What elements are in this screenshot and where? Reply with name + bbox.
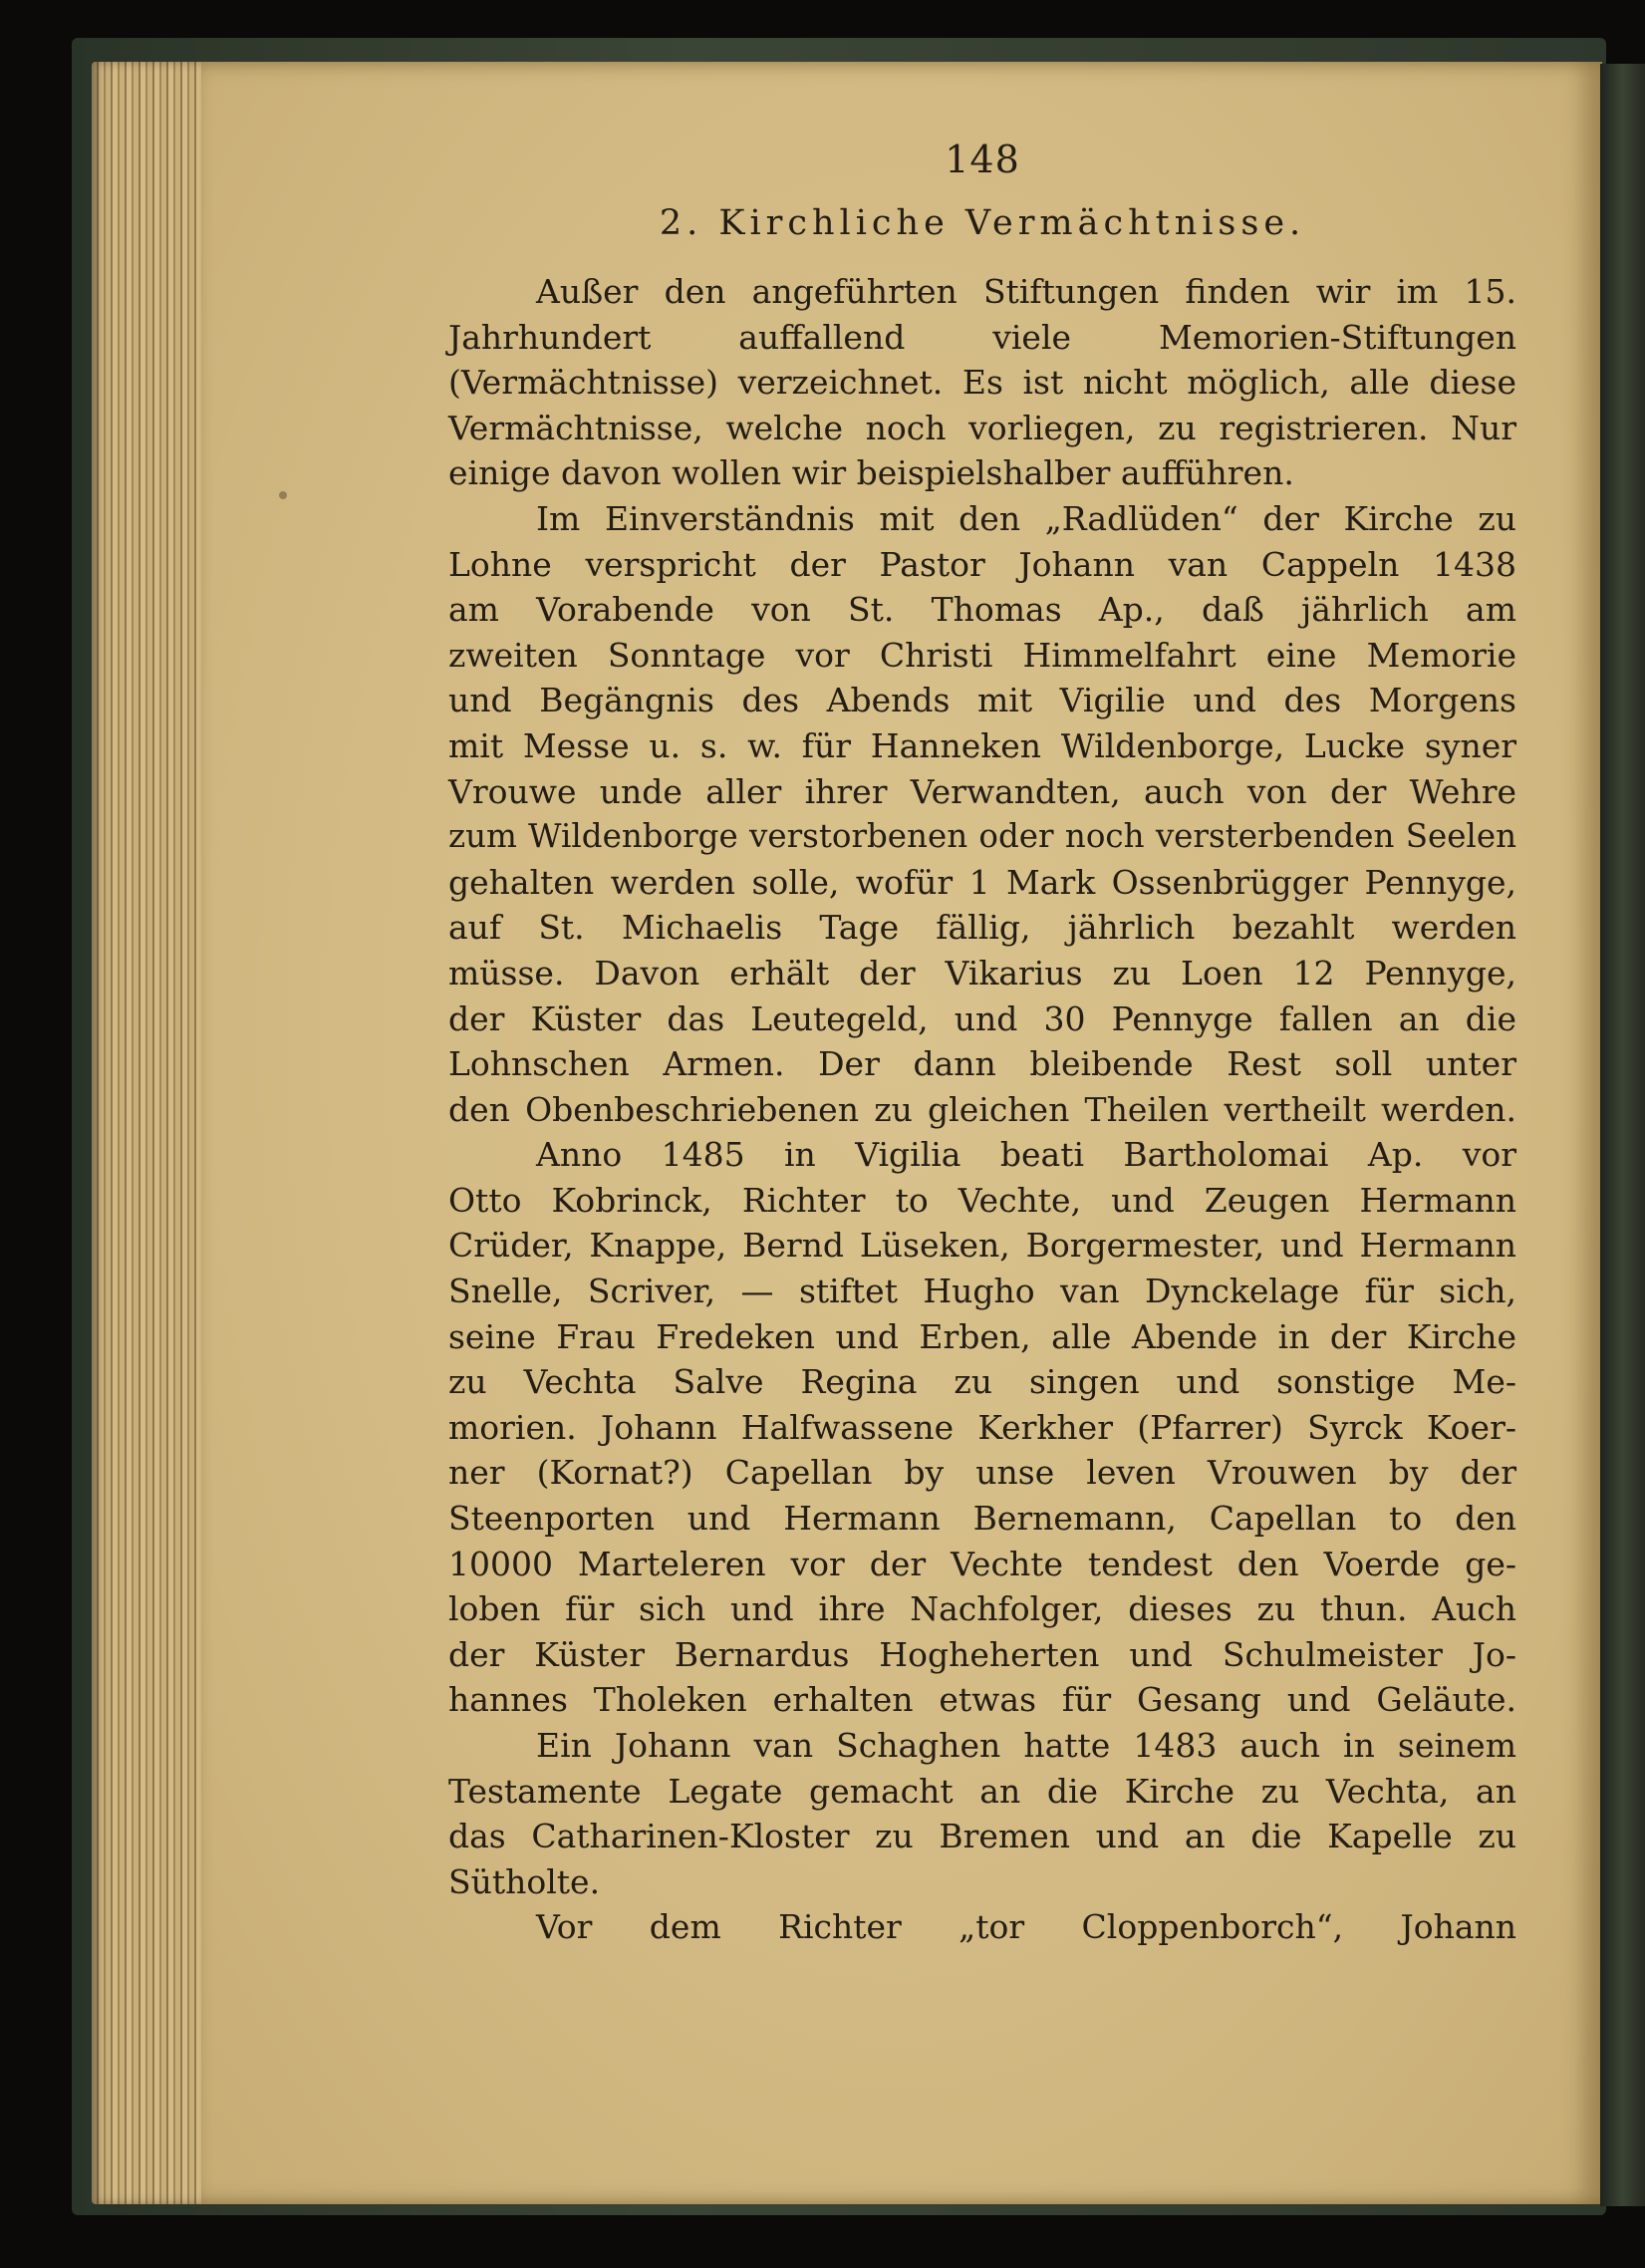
paragraph-1 xyxy=(448,269,1516,496)
ink-spot xyxy=(279,491,287,499)
text-line: Sütholte. xyxy=(448,1861,601,1901)
text-line: (Vermächtnisse) verzeichnet. Es ist nicht möglich, alle diese xyxy=(448,363,1516,403)
page-text xyxy=(448,130,1516,1950)
text-line: hannes Tholeken erhalten etwas für Gesang und Geläute. xyxy=(448,1680,1516,1720)
text-line: auf St. Michaelis Tage fällig, jährlich bezahlt werden xyxy=(448,908,1516,948)
text-line: mit Messe u. s. w. für Hanneken Wildenborge, Lucke syner xyxy=(448,725,1516,765)
text-line: müsse. Davon erhält der Vikarius zu Loen 12 Pennyge, xyxy=(448,953,1516,992)
text-line: Lohne verspricht der Pastor Johann van Cappeln 1438 xyxy=(448,544,1516,584)
section-heading: 2. Kirchliche Vermächtnisse. xyxy=(659,203,1306,243)
text-line: zu Vechta Salve Regina zu singen und sonstige Me- xyxy=(448,1362,1516,1402)
text-line: den Obenbeschriebenen zu gleichen Theilen vertheilt werden. xyxy=(448,1089,1516,1129)
paragraph-4 xyxy=(448,1723,1516,1904)
text-line: gehalten werden solle, wofür 1 Mark Ossenbrügger Pennyge, xyxy=(448,862,1516,902)
paragraph-5 xyxy=(448,1904,1516,1950)
text-line: Lohnschen Armen. Der dann bleibende Rest soll unter xyxy=(448,1044,1516,1084)
text-line: Ein Johann van Schaghen hatte 1483 auch in seinem xyxy=(536,1726,1516,1765)
text-line: das Catharinen-Kloster zu Bremen und an die Kapelle zu xyxy=(448,1817,1516,1856)
text-line: Crüder, Knappe, Bernd Lüseken, Borgermester, und Hermann xyxy=(448,1226,1516,1266)
paragraph-3 xyxy=(448,1132,1516,1723)
text-line: und Begängnis des Abends mit Vigilie und des Morgens xyxy=(448,681,1516,720)
paragraph-2 xyxy=(448,496,1516,1132)
text-line: Steenporten und Hermann Bernemann, Capellan to den xyxy=(448,1499,1516,1539)
text-line: ner (Kornat?) Capellan by unse leven Vrouwen by der xyxy=(448,1453,1516,1493)
text-line: Vermächtnisse, welche noch vorliegen, zu registrieren. Nur xyxy=(448,408,1516,447)
text-line: Testamente Legate gemacht an die Kirche zu Vechta, an xyxy=(448,1771,1516,1811)
text-line: der Küster Bernardus Hogheherten und Schulmeister Jo- xyxy=(448,1634,1516,1674)
text-line: Otto Kobrinck, Richter to Vechte, und Zeugen Hermann xyxy=(448,1180,1516,1220)
text-line: Snelle, Scriver, — stiftet Hugho van Dynckelage für sich, xyxy=(448,1272,1516,1311)
text-line: 10000 Marteleren vor der Vechte tendest den Voerde ge- xyxy=(448,1544,1516,1583)
text-line: morien. Johann Halfwassene Kerkher (Pfarrer) Syrck Koer- xyxy=(448,1407,1516,1447)
text-line: Vrouwe unde aller ihrer Verwandten, auch von der Wehre xyxy=(448,771,1516,811)
text-line: Jahrhundert auffallend viele Memorien-Stiftungen xyxy=(448,317,1516,357)
text-line: Anno 1485 in Vigilia beati Bartholomai Ap. vor xyxy=(536,1135,1516,1175)
text-line: Außer den angeführten Stiftungen finden wir im 15. xyxy=(536,272,1516,311)
page-edges xyxy=(92,62,201,2204)
page-number: 148 xyxy=(945,138,1020,181)
text-line: Vor dem Richter „tor Cloppenborch“, Johann xyxy=(536,1907,1516,1947)
text-line: einige davon wollen wir beispielshalber aufführen. xyxy=(448,453,1294,493)
text-line: seine Frau Fredeken und Erben, alle Abende in der Kirche xyxy=(448,1316,1516,1356)
text-line: der Küster das Leutegeld, und 30 Pennyge fallen an die xyxy=(448,998,1516,1038)
text-line: zum Wildenborge verstorbenen oder noch versterbenden Seelen xyxy=(448,817,1516,856)
text-line: zweiten Sonntage vor Christi Himmelfahrt eine Memorie xyxy=(448,635,1516,675)
text-line: am Vorabende von St. Thomas Ap., daß jährlich am xyxy=(448,590,1516,630)
text-line: loben für sich und ihre Nachfolger, dieses zu thun. Auch xyxy=(448,1589,1516,1629)
text-line: Im Einverständnis mit den „Radlüden“ der Kirche zu xyxy=(536,498,1516,538)
next-page-edge xyxy=(1600,64,1645,2206)
